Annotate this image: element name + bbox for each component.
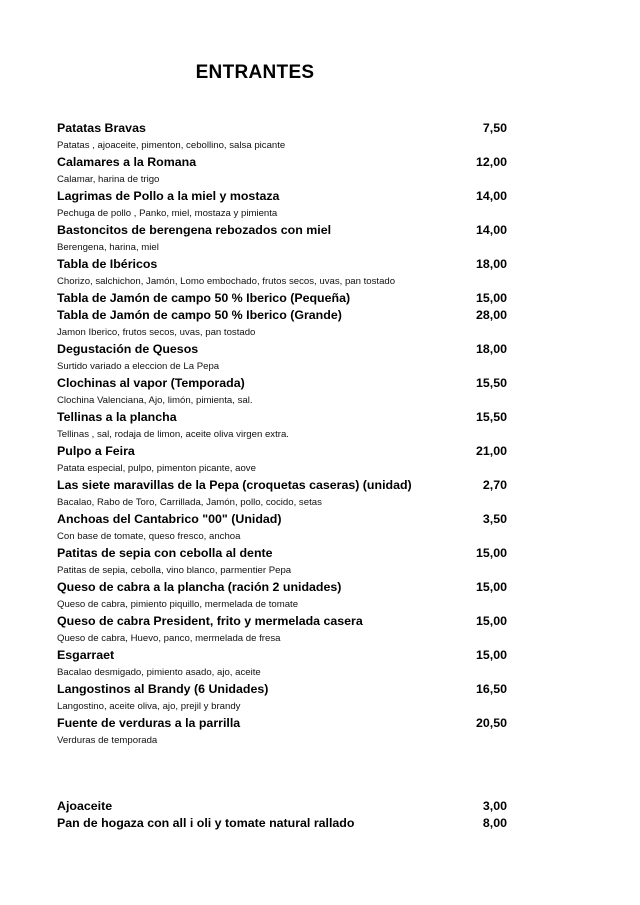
item-price: 15,50	[475, 410, 507, 424]
menu-item	[57, 647, 507, 664]
menu-item	[57, 120, 507, 137]
menu-item	[57, 511, 507, 528]
extra-price: 8,00	[482, 816, 507, 830]
item-name: Degustación de Quesos	[57, 342, 199, 356]
item-description: Jamon Iberico, frutos secos, uvas, pan tostado	[57, 327, 256, 338]
item-name: Tabla de Jamón de campo 50 % Iberico (Grande)	[57, 308, 342, 322]
menu-item	[57, 375, 507, 392]
menu-item	[57, 681, 507, 698]
item-description: Surtido variado a eleccion de La Pepa	[57, 361, 220, 372]
item-price: 15,00	[475, 546, 507, 560]
item-price: 16,50	[475, 682, 507, 696]
item-description: Langostino, aceite oliva, ajo, prejil y brandy	[57, 701, 241, 712]
menu-list	[57, 120, 507, 749]
item-description: Patitas de sepia, cebolla, vino blanco, parmentier Pepa	[57, 565, 292, 576]
item-name: Fuente de verduras a la parrilla	[57, 716, 241, 730]
item-description: Con base de tomate, queso fresco, anchoa	[57, 531, 241, 542]
menu-item	[57, 256, 507, 273]
menu-item	[57, 579, 507, 596]
extra-name: Ajoaceite	[57, 799, 113, 813]
extra-item	[57, 815, 507, 832]
item-name: Calamares a la Romana	[57, 155, 197, 169]
item-price: 15,50	[475, 376, 507, 390]
item-description: Calamar, harina de trigo	[57, 174, 160, 185]
item-name: Queso de cabra President, frito y mermelada casera	[57, 614, 363, 628]
item-name: Tabla de Ibéricos	[57, 257, 158, 271]
item-name: Lagrimas de Pollo a la miel y mostaza	[57, 189, 280, 203]
item-price: 12,00	[475, 155, 507, 169]
menu-item	[57, 443, 507, 460]
item-price: 15,00	[475, 614, 507, 628]
item-description: Tellinas , sal, rodaja de limon, aceite oliva virgen extra.	[57, 429, 289, 440]
item-price: 15,00	[475, 291, 507, 305]
item-price: 20,50	[475, 716, 507, 730]
item-name: Esgarraet	[57, 648, 115, 662]
item-name: Queso de cabra a la plancha (ración 2 unidades)	[57, 580, 342, 594]
item-description: Bacalao desmigado, pimiento asado, ajo, aceite	[57, 667, 261, 678]
menu-item	[57, 290, 507, 307]
item-description: Berengena, harina, miel	[57, 242, 159, 253]
item-name: Patatas Bravas	[57, 121, 146, 135]
item-price: 2,70	[482, 478, 507, 492]
menu-item	[57, 222, 507, 239]
item-name: Patitas de sepia con cebolla al dente	[57, 546, 273, 560]
item-name: Pulpo a Feira	[57, 444, 135, 458]
item-description: Pechuga de pollo , Panko, miel, mostaza y pimienta	[57, 208, 278, 219]
item-name: Clochinas al vapor (Temporada)	[57, 376, 245, 390]
item-price: 15,00	[475, 580, 507, 594]
menu-item	[57, 409, 507, 426]
menu-item	[57, 154, 507, 171]
item-description: Patatas , ajoaceite, pimenton, cebollino, salsa picante	[57, 140, 286, 151]
item-name: Anchoas del Cantabrico "00" (Unidad)	[57, 512, 282, 526]
page-title: ENTRANTES	[195, 62, 315, 83]
item-price: 18,00	[475, 257, 507, 271]
menu-item	[57, 341, 507, 358]
item-description: Verduras de temporada	[57, 735, 158, 746]
menu-item	[57, 477, 507, 494]
item-price: 18,00	[475, 342, 507, 356]
item-name: Tabla de Jamón de campo 50 % Iberico (Pequeña)	[57, 291, 351, 305]
item-description: Queso de cabra, pimiento piquillo, mermelada de tomate	[57, 599, 299, 610]
menu-item	[57, 545, 507, 562]
item-description: Patata especial, pulpo, pimenton picante, aove	[57, 463, 256, 474]
item-name: Las siete maravillas de la Pepa (croquetas caseras) (unidad)	[57, 478, 412, 492]
item-description: Bacalao, Rabo de Toro, Carrillada, Jamón, pollo, cocido, setas	[57, 497, 322, 508]
item-name: Langostinos al Brandy (6 Unidades)	[57, 682, 269, 696]
menu-item	[57, 613, 507, 630]
item-price: 3,50	[482, 512, 507, 526]
item-price: 14,00	[475, 189, 507, 203]
item-description: Queso de cabra, Huevo, panco, mermelada de fresa	[57, 633, 281, 644]
extra-item	[57, 798, 507, 815]
menu-item	[57, 715, 507, 732]
item-price: 14,00	[475, 223, 507, 237]
item-price: 7,50	[482, 121, 507, 135]
extra-name: Pan de hogaza con all i oli y tomate natural rallado	[57, 816, 355, 830]
item-description: Chorizo, salchichon, Jamón, Lomo embochado, frutos secos, uvas, pan tostado	[57, 276, 396, 287]
item-price: 28,00	[475, 308, 507, 322]
item-price: 15,00	[475, 648, 507, 662]
item-name: Bastoncitos de berengena rebozados con miel	[57, 223, 332, 237]
extra-price: 3,00	[482, 799, 507, 813]
extras-list	[57, 798, 507, 832]
item-price: 21,00	[475, 444, 507, 458]
menu-item	[57, 307, 507, 324]
item-name: Tellinas a la plancha	[57, 410, 177, 424]
menu-item	[57, 188, 507, 205]
item-description: Clochina Valenciana, Ajo, limón, pimienta, sal.	[57, 395, 253, 406]
